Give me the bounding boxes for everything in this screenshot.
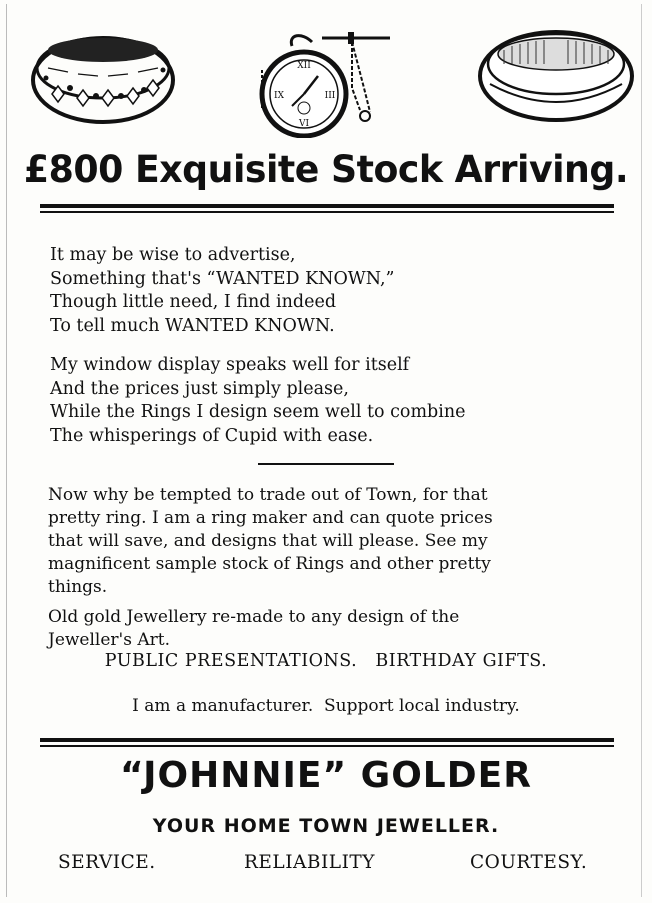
poem-line: My window display speaks well for itself: [50, 355, 410, 375]
motto-courtesy: COURTESY.: [470, 852, 588, 873]
jeweled-ring-icon: [28, 28, 178, 128]
svg-text:IX: IX: [274, 91, 284, 101]
poem-line: To tell much WANTED KNOWN.: [50, 315, 335, 336]
poem-stanza-2: [50, 354, 465, 448]
poem-line: It may be wise to advertise,: [50, 245, 296, 265]
prose-line: Now why be tempted to trade out of Town, for that: [48, 485, 488, 505]
prose-paragraph-2: [48, 606, 608, 652]
poem-line: Though little need, I find indeed: [50, 292, 337, 312]
tagline: YOUR HOME TOWN JEWELLER.: [152, 815, 500, 837]
poem-line: Something that's “WANTED KNOWN,”: [50, 268, 395, 289]
prose-line: that will save, and designs that will please. See my: [48, 531, 488, 551]
prose-line: things.: [48, 577, 108, 597]
poem-line: While the Rings I design seem well to combine: [50, 402, 466, 422]
motto-reliability: RELIABILITY: [244, 852, 375, 873]
svg-text:VI: VI: [298, 119, 310, 129]
prose-paragraph-1: [48, 484, 608, 599]
prose-line: magnificent sample stock of Rings and other pretty: [48, 554, 491, 574]
manufacturer-line: I am a manufacturer. Support local industry.: [132, 696, 520, 716]
svg-text:XII: XII: [297, 61, 311, 71]
headline: £800 Exquisite Stock Arriving.: [23, 148, 629, 191]
business-name: “JOHNNIE” GOLDER: [120, 755, 532, 796]
poem-stanza-1: [50, 244, 395, 338]
prose-line: pretty ring. I am a ring maker and can quote prices: [48, 508, 493, 528]
center-divider: [258, 463, 394, 465]
pocket-watch-icon: [252, 28, 402, 138]
prose-line: Old gold Jewellery re-made to any design of the: [48, 607, 460, 627]
plain-band-ring-icon: [476, 24, 636, 124]
divider-bottom: [40, 738, 614, 747]
poem-line: And the prices just simply please,: [50, 378, 349, 399]
divider-top: [40, 204, 614, 213]
prose-line: Jeweller's Art.: [48, 630, 170, 650]
poem-line: The whisperings of Cupid with ease.: [50, 425, 374, 446]
svg-text:III: III: [324, 91, 336, 101]
presentations-line: PUBLIC PRESENTATIONS. BIRTHDAY GIFTS.: [104, 651, 548, 671]
motto-service: SERVICE.: [58, 852, 156, 873]
